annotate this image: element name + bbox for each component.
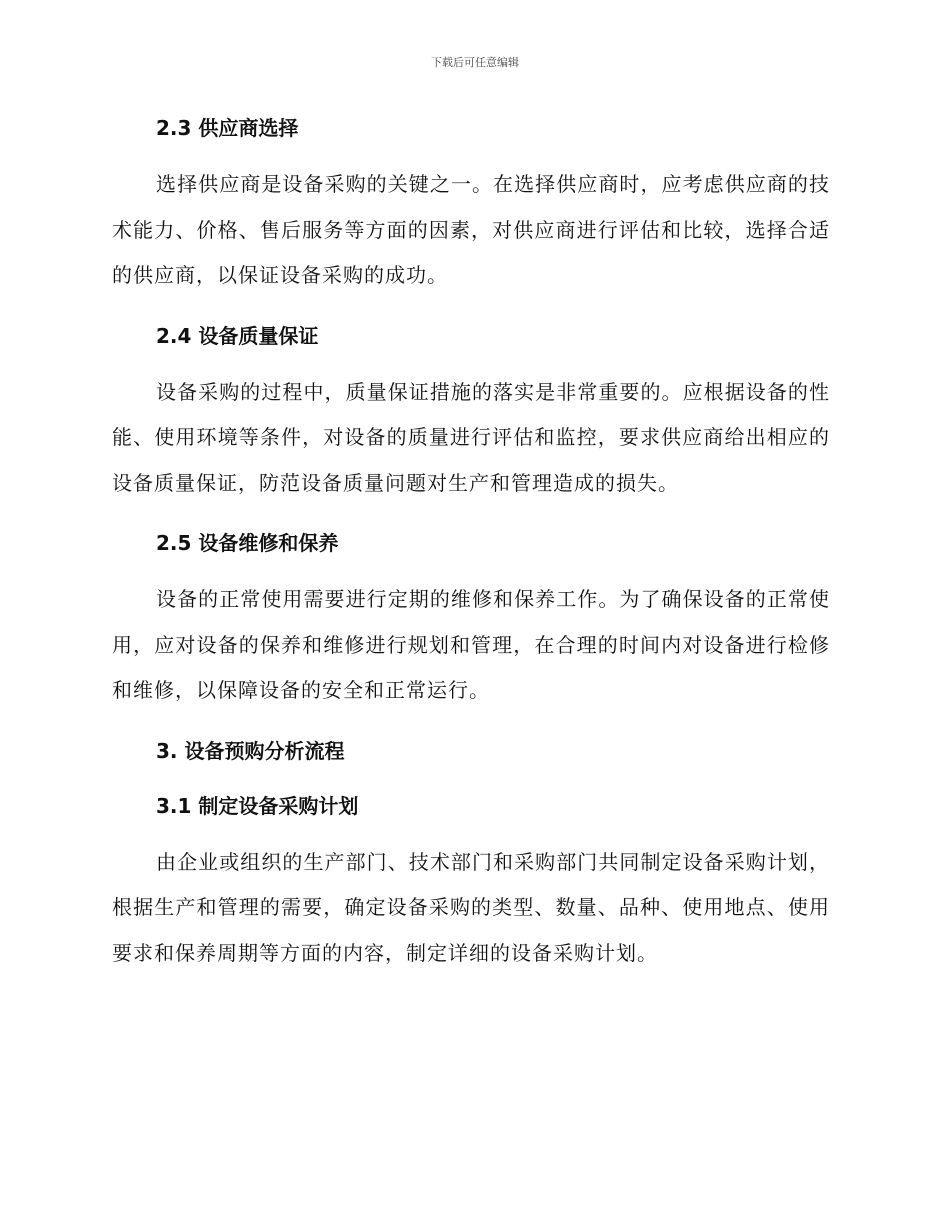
section-heading: 2.3 供应商选择 — [156, 116, 299, 140]
section-heading: 2.4 设备质量保证 — [156, 323, 319, 348]
chapter-heading: 3. 设备预购分析流程 — [156, 738, 345, 763]
section-paragraph: 设备采购的过程中，质量保证措施的落实是非常重要的。应根据设备的性能、使用环境等条件，对设备的质量进行评估和监控，要求供应商给出相应的设备质量保证，防范设备质量问题对生产和管理造成的损失。 — [112, 379, 830, 495]
page-header-note: 下载后可任意编辑 — [431, 56, 519, 69]
section-heading: 3.1 制定设备采购计划 — [156, 793, 359, 818]
section-paragraph: 选择供应商是设备采购的关键之一。在选择供应商时，应考虑供应商的技术能力、价格、售后服务等方面的因素，对供应商进行评估和比较，选择合适的供应商，以保证设备采购的成功。 — [112, 172, 830, 287]
document-body — [112, 110, 830, 976]
section-heading: 2.5 设备维修和保养 — [156, 531, 339, 555]
section-paragraph: 设备的正常使用需要进行定期的维修和保养工作。为了确保设备的正常使用，应对设备的保养和维修进行规划和管理，在合理的时间内对设备进行检修和维修，以保障设备的安全和正常运行。 — [112, 587, 830, 702]
section-paragraph: 由企业或组织的生产部门、技术部门和采购部门共同制定设备采购计划，根据生产和管理的需要，确定设备采购的类型、数量、品种、使用地点、使用要求和保养周期等方面的内容，制定详细的设备采购计划。 — [112, 849, 830, 965]
